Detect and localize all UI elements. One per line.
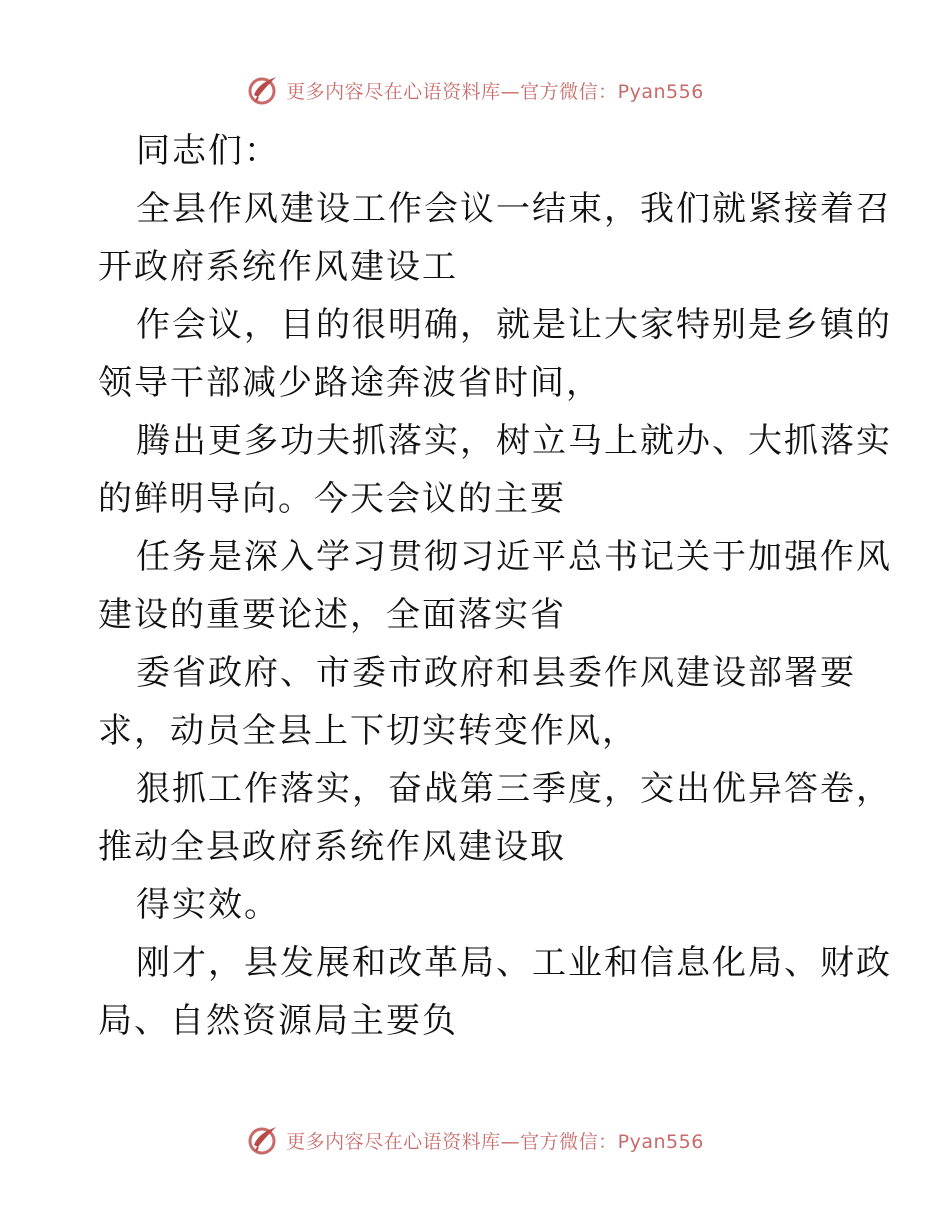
text-line: 得实效。 bbox=[136, 885, 280, 925]
footer-watermark-banner bbox=[0, 1120, 950, 1160]
header-watermark-text: 更多内容尽在心语资料库—官方微信：Pyan556 bbox=[286, 80, 704, 103]
text-line: 的鲜明导向。今天会议的主要 bbox=[98, 479, 566, 519]
text-line: 求，动员全县上下切实转变作风， bbox=[98, 711, 638, 751]
document-body bbox=[98, 122, 892, 1050]
pen-logo-icon bbox=[246, 1123, 280, 1157]
text-line: 开政府系统作风建设工 bbox=[98, 247, 458, 287]
text-line: 任务是深入学习贯彻习近平总书记关于加强作风 bbox=[136, 537, 892, 577]
text-line: 推动全县政府系统作风建设取 bbox=[98, 827, 566, 867]
pen-logo-icon bbox=[246, 73, 280, 107]
text-line: 领导干部减少路途奔波省时间， bbox=[98, 363, 602, 403]
text-line: 狠抓工作落实，奋战第三季度，交出优异答卷， bbox=[136, 769, 892, 809]
text-line: 局、自然资源局主要负 bbox=[98, 1001, 458, 1041]
text-line: 建设的重要论述，全面落实省 bbox=[98, 595, 566, 635]
text-line: 作会议，目的很明确，就是让大家特别是乡镇的 bbox=[136, 305, 892, 345]
footer-watermark-text: 更多内容尽在心语资料库—官方微信：Pyan556 bbox=[286, 1130, 704, 1153]
text-line: 腾出更多功夫抓落实，树立马上就办、大抓落实 bbox=[136, 421, 892, 461]
text-line: 刚才，县发展和改革局、工业和信息化局、财政 bbox=[136, 943, 892, 983]
text-line: 同志们： bbox=[136, 131, 280, 171]
header-watermark-banner bbox=[0, 70, 950, 110]
text-line: 全县作风建设工作会议一结束，我们就紧接着召 bbox=[136, 189, 892, 229]
text-line: 委省政府、市委市政府和县委作风建设部署要 bbox=[136, 653, 856, 693]
